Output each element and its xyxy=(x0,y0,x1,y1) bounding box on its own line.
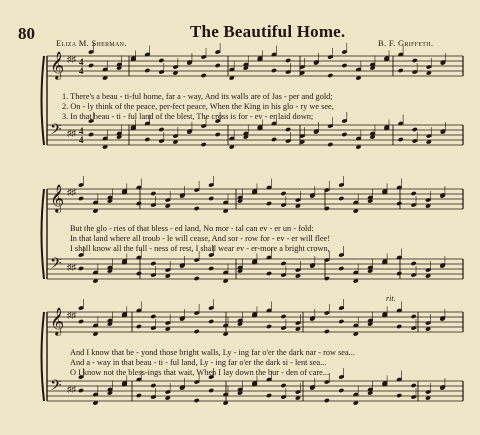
note-head xyxy=(208,319,214,324)
time-signature: 4 xyxy=(79,57,84,67)
note-head xyxy=(396,271,402,276)
treble-clef: 𝄞 xyxy=(50,184,65,212)
page-number: 80 xyxy=(18,24,35,43)
lyric-line-s3-v3: O I know not the bless-ings that wait, When I lay down the bur - den of care... xyxy=(70,368,330,377)
note-head xyxy=(271,68,277,73)
lyric-line-s2-v2: In that land where all troub - le will cease, And sor - row for - ev - er will flee! xyxy=(70,234,331,243)
time-signature: 4 xyxy=(79,126,84,136)
key-signature: ♯♯ xyxy=(67,54,76,64)
note-head xyxy=(398,68,404,73)
ritardando-mark: rit. xyxy=(386,294,396,303)
note-head xyxy=(158,127,164,132)
note-head xyxy=(78,388,84,393)
author-credit: Eliza M. Sherman. xyxy=(56,38,127,48)
note-head xyxy=(327,73,333,78)
note-head xyxy=(266,324,272,329)
note-head xyxy=(144,68,150,73)
note-head xyxy=(341,132,347,137)
lyric-line-s3-v1: And I know that be - yond those bright walls, Ly - ing far o'er the dark nar - row sea... xyxy=(70,348,355,357)
key-signature: ♯♯ xyxy=(67,384,76,394)
note-head xyxy=(280,314,286,319)
note-head xyxy=(411,261,417,266)
note-head xyxy=(215,63,221,68)
note-head xyxy=(215,132,221,137)
note-head xyxy=(285,127,291,132)
treble-clef: 𝄞 xyxy=(50,307,65,335)
note-head xyxy=(280,383,286,388)
note-head xyxy=(412,127,418,132)
note-head xyxy=(280,191,286,196)
brace xyxy=(42,312,45,401)
brace xyxy=(42,189,45,279)
note-head xyxy=(324,398,330,403)
note-head xyxy=(396,201,402,206)
note-head xyxy=(412,58,418,63)
note-head xyxy=(327,142,333,147)
note-head xyxy=(201,142,207,147)
key-signature: ♯♯ xyxy=(67,310,76,320)
key-signature: ♯♯ xyxy=(67,187,76,197)
note-head xyxy=(208,266,214,271)
note-head xyxy=(285,58,291,63)
note-head xyxy=(78,319,84,324)
note-head xyxy=(338,196,344,201)
brace xyxy=(42,56,45,145)
note-head xyxy=(194,329,200,334)
hymn-title: The Beautiful Home. xyxy=(190,22,346,41)
lyric-line-s2-v1: But the glo - ries of that bless - ed land, No mor - tal can ev - er un - fold: xyxy=(70,224,314,233)
note-head xyxy=(150,261,156,266)
note-head xyxy=(150,314,156,319)
note-head xyxy=(88,132,94,137)
note-head xyxy=(396,324,402,329)
note-head xyxy=(338,388,344,393)
lyric-line-s1-v3: 3. In that beau - ti - ful land of the blest, The cross is for - ev - er laid down; xyxy=(62,112,314,121)
note-head xyxy=(338,319,344,324)
note-head xyxy=(136,324,142,329)
note-head xyxy=(266,271,272,276)
note-head xyxy=(194,276,200,281)
note-head xyxy=(266,201,272,206)
composer-credit: B. F. Griffeth. xyxy=(378,38,434,48)
note-head xyxy=(150,383,156,388)
note-head xyxy=(78,266,84,271)
note-head xyxy=(398,137,404,142)
bass-clef: 𝄢 xyxy=(50,377,62,398)
lyric-line-s3-v2: And a - way in that beau - ti - ful land, Ly - ing far o'er the dark si - lent sea... xyxy=(70,358,327,367)
time-signature: 4 xyxy=(79,135,84,145)
lyric-line-s1-v2: 2. On - ly think of the peace, per-fect peace, When the King in his glo - ry we see, xyxy=(62,102,334,111)
note-head xyxy=(78,196,84,201)
note-head xyxy=(411,191,417,196)
note-head xyxy=(136,271,142,276)
note-head xyxy=(341,63,347,68)
note-head xyxy=(208,196,214,201)
lyric-line-s1-v1: 1. There's a beau - ti-ful home, far a - way, And its walls are of Jas - per and gold; xyxy=(62,92,333,101)
lyric-line-s2-v3: I shall know all the full - ness of rest, I shall wear ev - er-more a bright crown, xyxy=(70,244,330,253)
treble-clef: 𝄞 xyxy=(50,51,65,79)
note-head xyxy=(338,266,344,271)
note-head xyxy=(144,137,150,142)
note-head xyxy=(271,137,277,142)
note-head xyxy=(136,393,142,398)
note-head xyxy=(158,58,164,63)
key-signature: ♯♯ xyxy=(67,128,76,138)
note-head xyxy=(411,314,417,319)
note-head xyxy=(194,398,200,403)
note-head xyxy=(136,201,142,206)
bass-clef: 𝄢 xyxy=(50,255,62,276)
note-head xyxy=(194,206,200,211)
note-head xyxy=(266,393,272,398)
note-head xyxy=(396,393,402,398)
key-signature: ♯♯ xyxy=(67,262,76,272)
note-head xyxy=(324,329,330,334)
note-head xyxy=(411,383,417,388)
time-signature: 4 xyxy=(79,66,84,76)
note-head xyxy=(88,63,94,68)
note-head xyxy=(208,388,214,393)
bass-clef: 𝄢 xyxy=(50,121,62,142)
note-head xyxy=(201,73,207,78)
note-head xyxy=(280,261,286,266)
note-head xyxy=(150,191,156,196)
